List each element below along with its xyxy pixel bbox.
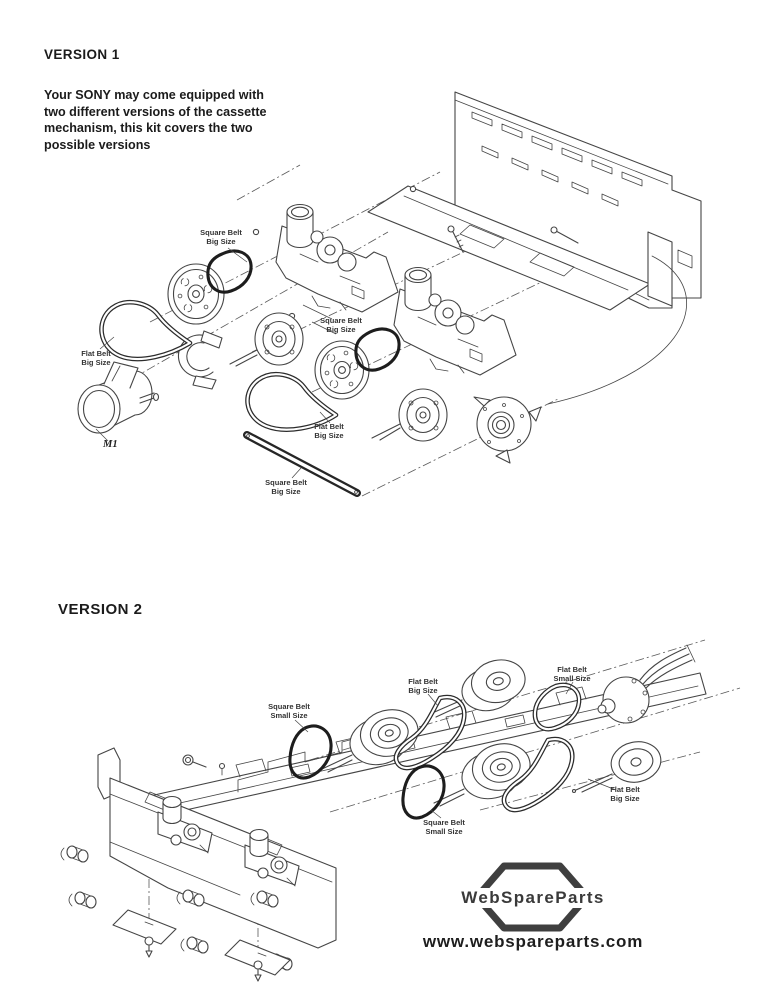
v2-square-belt-small-mid	[403, 766, 444, 818]
label-v2-flat-belt-big-right: Flat Belt Big Size	[610, 785, 640, 803]
label-v2-square-belt-small-left: Square Belt Small Size	[268, 702, 310, 720]
v2-pulley-top	[430, 655, 530, 717]
label-v1-square-belt-mid: Square Belt Big Size	[320, 316, 362, 334]
v1-mechanism-left	[276, 205, 398, 313]
v1-flywheel-right	[315, 341, 369, 399]
label-v1-square-belt-long: Square Belt Big Size	[265, 478, 307, 496]
version1-heading: VERSION 1	[44, 47, 120, 62]
v1-flywheel-left	[168, 264, 224, 324]
label-v2-flat-belt-small: Flat Belt Small Size	[553, 665, 591, 683]
v1-disc-pulley-right	[372, 389, 447, 441]
v1-motor-m1	[78, 362, 159, 433]
webspareparts-logo-text: WebSpareParts	[457, 888, 609, 908]
v1-mechanism-right	[394, 268, 516, 376]
version2-heading: VERSION 2	[58, 601, 143, 618]
intro-line: mechanism, this kit covers the two	[44, 121, 253, 135]
label-v1-flat-belt-left: Flat Belt Big Size	[81, 349, 111, 367]
intro-paragraph	[44, 87, 267, 153]
v1-side-bracket	[648, 232, 672, 306]
label-v2-flat-belt-big-top: Flat Belt Big Size	[408, 677, 438, 695]
website-url: www.webspareparts.com	[422, 932, 644, 951]
intro-line: two different versions of the cassette	[44, 104, 267, 119]
v1-disc-pulley-mid	[230, 313, 303, 366]
v2-diagram	[61, 640, 740, 981]
intro-line: Your SONY may come equipped with	[44, 88, 264, 102]
label-v1-motor-m1: M1	[103, 439, 118, 450]
label-v1-flat-belt-mid: Flat Belt Big Size	[314, 422, 344, 440]
v1-motor-plate-right	[474, 397, 541, 463]
label-v1-square-belt-top: Square Belt Big Size	[200, 228, 242, 246]
intro-line: possible versions	[44, 137, 151, 152]
label-v2-square-belt-small-mid: Square Belt Small Size	[423, 818, 465, 836]
